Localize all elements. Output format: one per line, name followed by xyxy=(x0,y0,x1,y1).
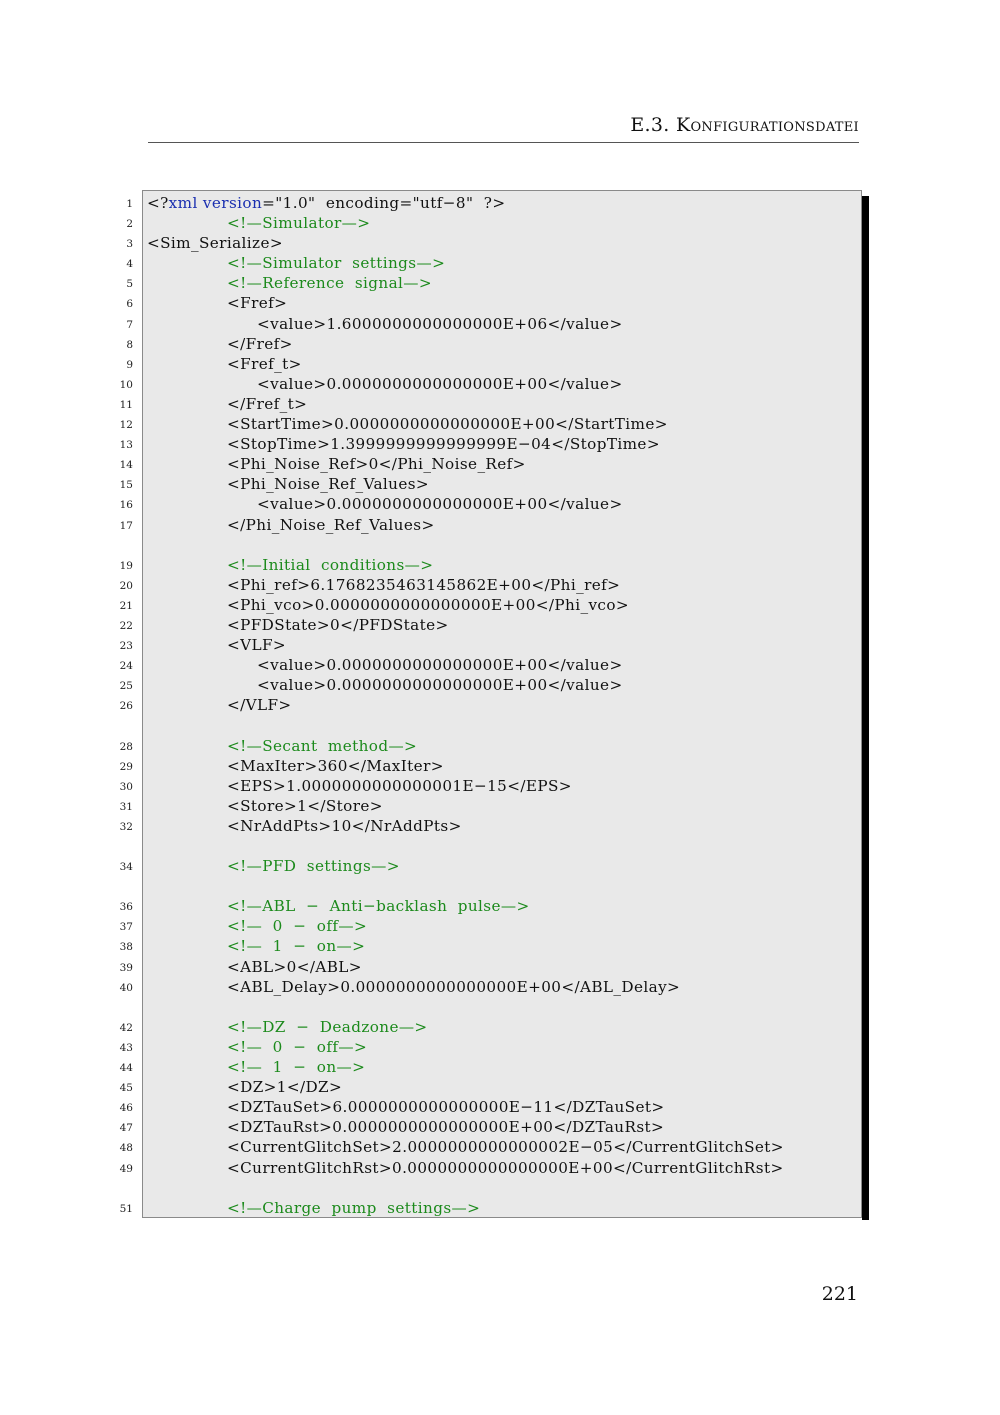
line-number: 11 xyxy=(119,398,133,411)
code-text: <ABL_Delay>0.0000000000000000E+00</ABL_Delay> xyxy=(227,977,681,996)
code-punct: <? xyxy=(147,194,169,212)
line-number: 47 xyxy=(119,1122,133,1135)
line-number: 29 xyxy=(119,760,133,773)
code-text: <Store>1</Store> xyxy=(227,796,383,815)
code-comment: <!— 1 − on—> xyxy=(227,937,366,956)
code-text: <Phi_Noise_Ref_Values> xyxy=(227,475,430,494)
line-number: 3 xyxy=(126,238,133,251)
code-line xyxy=(0,474,1000,494)
code-line xyxy=(0,233,1000,253)
code-comment: <!—Secant method—> xyxy=(227,736,418,755)
code-line-blank xyxy=(0,836,1000,856)
code-line xyxy=(0,253,1000,273)
code-text: <value>0.0000000000000000E+00</value> xyxy=(257,374,623,393)
code-line xyxy=(0,555,1000,575)
code-punct: ="1.0" encoding="utf−8" ?> xyxy=(262,194,506,212)
code-line xyxy=(0,856,1000,876)
code-line xyxy=(0,515,1000,535)
code-line xyxy=(0,695,1000,715)
code-line xyxy=(0,1097,1000,1117)
line-number: 22 xyxy=(119,619,133,632)
line-number: 26 xyxy=(119,700,133,713)
code-line xyxy=(0,635,1000,655)
code-text: <Phi_Noise_Ref>0</Phi_Noise_Ref> xyxy=(227,455,526,474)
code-line-blank xyxy=(0,1178,1000,1198)
code-comment: <!—ABL − Anti−backlash pulse—> xyxy=(227,897,530,916)
code-line xyxy=(0,1057,1000,1077)
code-text: <DZ>1</DZ> xyxy=(227,1078,343,1097)
code-listing xyxy=(0,193,1000,1218)
code-text: </VLF> xyxy=(227,696,292,715)
code-line xyxy=(0,374,1000,394)
line-number: 45 xyxy=(119,1082,133,1095)
line-number: 39 xyxy=(119,961,133,974)
code-line-blank xyxy=(0,535,1000,555)
code-comment: <!— 0 − off—> xyxy=(227,917,368,936)
section-number: E.3. xyxy=(630,114,670,136)
page-number: 221 xyxy=(821,1283,858,1305)
code-text: </Fref_t> xyxy=(227,394,308,413)
line-number: 2 xyxy=(126,218,133,231)
code-line xyxy=(0,675,1000,695)
line-number: 37 xyxy=(119,921,133,934)
line-number: 30 xyxy=(119,780,133,793)
line-number: 46 xyxy=(119,1102,133,1115)
line-number: 1 xyxy=(126,198,133,210)
line-number: 14 xyxy=(119,459,133,472)
code-comment: <!—DZ − Deadzone—> xyxy=(227,1017,428,1036)
code-line xyxy=(0,736,1000,756)
code-text: <value>0.0000000000000000E+00</value> xyxy=(257,495,623,514)
line-number: 24 xyxy=(119,660,133,673)
line-number: 36 xyxy=(119,901,133,914)
line-number: 19 xyxy=(119,559,133,572)
code-text: <PFDState>0</PFDState> xyxy=(227,615,449,634)
line-number: 21 xyxy=(119,599,133,612)
code-line xyxy=(0,896,1000,916)
code-comment: <!—Simulator—> xyxy=(227,214,371,233)
code-text: <Fref_t> xyxy=(227,354,302,373)
code-line xyxy=(0,796,1000,816)
code-text: <DZTauRst>0.0000000000000000E+00</DZTauRst> xyxy=(227,1118,665,1137)
code-text: </Fref> xyxy=(227,334,293,353)
code-line xyxy=(0,916,1000,936)
code-line xyxy=(0,575,1000,595)
code-line xyxy=(0,1017,1000,1037)
line-number: 12 xyxy=(119,419,133,432)
code-comment: <!—Initial conditions—> xyxy=(227,555,434,574)
code-text: <MaxIter>360</MaxIter> xyxy=(227,756,444,775)
code-text: <Fref> xyxy=(227,294,288,313)
code-text: <ABL>0</ABL> xyxy=(227,957,362,976)
line-number: 49 xyxy=(119,1162,133,1175)
line-number: 32 xyxy=(119,820,133,833)
code-comment: <!— 0 − off—> xyxy=(227,1037,368,1056)
code-line xyxy=(0,655,1000,675)
code-text: <EPS>1.0000000000000001E−15</EPS> xyxy=(227,776,572,795)
code-line xyxy=(0,334,1000,354)
code-line-blank xyxy=(0,997,1000,1017)
code-line xyxy=(0,1037,1000,1057)
line-number: 25 xyxy=(119,680,133,693)
code-text: <NrAddPts>10</NrAddPts> xyxy=(227,816,462,835)
code-text: <DZTauSet>6.0000000000000000E−11</DZTauSet> xyxy=(227,1098,665,1117)
line-number: 16 xyxy=(119,499,133,512)
line-number: 17 xyxy=(119,519,133,532)
line-number: 7 xyxy=(126,318,133,331)
code-line-blank xyxy=(0,715,1000,735)
line-number: 31 xyxy=(119,800,133,813)
code-line xyxy=(0,936,1000,956)
section-title: Konfigurationsdatei xyxy=(675,114,859,136)
code-text: <Sim_Serialize> xyxy=(147,234,283,253)
code-text: <StopTime>1.3999999999999999E−04</StopTime> xyxy=(227,435,660,454)
line-number: 6 xyxy=(126,298,133,311)
running-header xyxy=(148,114,859,143)
code-text: <value>1.6000000000000000E+06</value> xyxy=(257,314,623,333)
code-line xyxy=(0,454,1000,474)
code-line xyxy=(0,434,1000,454)
line-number: 8 xyxy=(126,338,133,351)
code-line xyxy=(0,977,1000,997)
code-line xyxy=(0,193,1000,213)
code-comment: <!—PFD settings—> xyxy=(227,857,400,876)
line-number: 43 xyxy=(119,1041,133,1054)
code-line xyxy=(0,816,1000,836)
code-line xyxy=(0,394,1000,414)
code-text: <StartTime>0.0000000000000000E+00</StartTime> xyxy=(227,415,668,434)
code-line xyxy=(0,595,1000,615)
line-number: 20 xyxy=(119,579,133,592)
line-number: 34 xyxy=(119,861,133,874)
code-line xyxy=(0,314,1000,334)
code-line xyxy=(0,957,1000,977)
code-line xyxy=(0,615,1000,635)
code-text: <CurrentGlitchRst>0.0000000000000000E+00</CurrentGlitchRst> xyxy=(227,1158,784,1177)
code-text: <Phi_ref>6.1768235463145862E+00</Phi_ref> xyxy=(227,575,621,594)
code-line xyxy=(0,1158,1000,1178)
line-number: 4 xyxy=(126,258,133,271)
code-text: <CurrentGlitchSet>2.0000000000000002E−05</CurrentGlitchSet> xyxy=(227,1138,784,1157)
line-number: 13 xyxy=(119,439,133,452)
code-line xyxy=(0,1137,1000,1157)
code-comment: <!— 1 − on—> xyxy=(227,1058,366,1077)
code-comment: <!—Simulator settings—> xyxy=(227,254,446,273)
code-text: <value>0.0000000000000000E+00</value> xyxy=(257,676,623,695)
code-text: <Phi_vco>0.0000000000000000E+00</Phi_vco> xyxy=(227,595,630,614)
line-number: 51 xyxy=(119,1202,133,1215)
line-number: 23 xyxy=(119,640,133,653)
line-number: 40 xyxy=(119,981,133,994)
code-line xyxy=(0,213,1000,233)
line-number: 44 xyxy=(119,1062,133,1075)
code-text: <value>0.0000000000000000E+00</value> xyxy=(257,656,623,675)
code-line xyxy=(0,293,1000,313)
line-number: 48 xyxy=(119,1142,133,1155)
line-number: 5 xyxy=(126,278,133,291)
code-line xyxy=(0,494,1000,514)
code-text: <VLF> xyxy=(227,636,287,655)
xml-keyword: xml version xyxy=(168,194,263,212)
code-line xyxy=(0,756,1000,776)
code-text xyxy=(147,193,505,213)
code-line xyxy=(0,273,1000,293)
code-comment: <!—Reference signal—> xyxy=(227,274,433,293)
code-line xyxy=(0,354,1000,374)
line-number: 9 xyxy=(126,358,133,371)
code-comment: <!—Charge pump settings—> xyxy=(227,1198,481,1217)
line-number: 38 xyxy=(119,941,133,954)
code-line xyxy=(0,1077,1000,1097)
code-line-blank xyxy=(0,876,1000,896)
line-number: 28 xyxy=(119,740,133,753)
line-number: 10 xyxy=(119,378,133,391)
code-line xyxy=(0,414,1000,434)
code-text: </Phi_Noise_Ref_Values> xyxy=(227,515,435,534)
line-number: 15 xyxy=(119,479,133,492)
code-line xyxy=(0,1198,1000,1218)
code-line xyxy=(0,776,1000,796)
code-line xyxy=(0,1117,1000,1137)
line-number: 42 xyxy=(119,1021,133,1034)
